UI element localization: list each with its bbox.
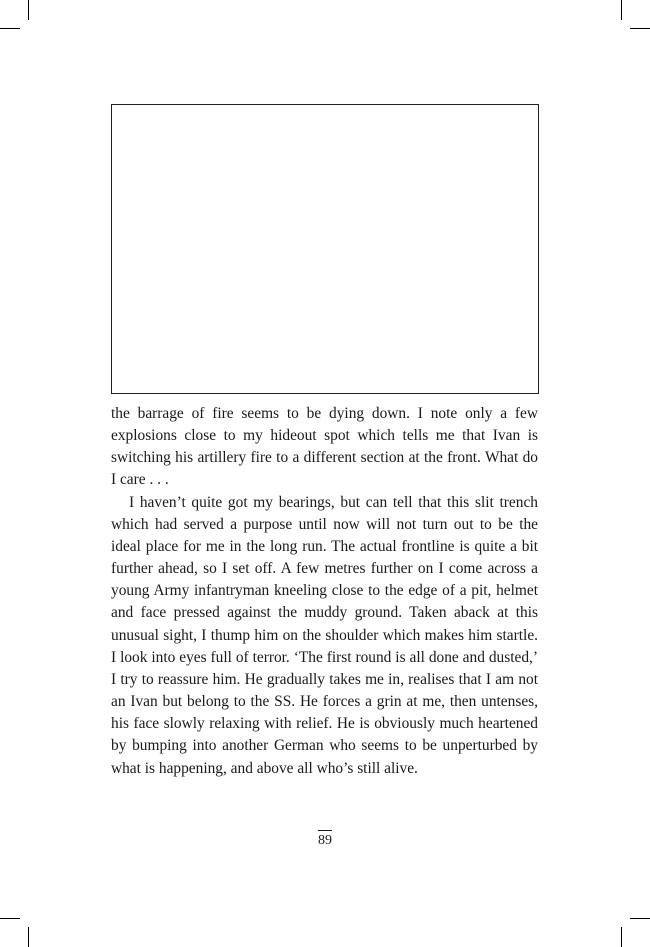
- body-text: [111, 403, 538, 780]
- crop-mark-top-right-horizontal: [630, 28, 650, 29]
- crop-mark-top-left-vertical: [28, 0, 29, 20]
- figure-placeholder-frame: [111, 104, 539, 394]
- crop-mark-top-left-horizontal: [0, 28, 20, 29]
- crop-mark-bottom-right-vertical: [621, 927, 622, 947]
- paragraph-continued: the barrage of fire seems to be dying down. I note only a few explosions close to my hideout spot which tells me that Ivan is switching his artillery fire to a different section at the front. What do I care . . .: [111, 405, 538, 489]
- page-number: [0, 830, 650, 850]
- crop-mark-bottom-left-horizontal: [0, 918, 20, 919]
- crop-mark-top-right-vertical: [621, 0, 622, 20]
- crop-mark-bottom-right-horizontal: [630, 918, 650, 919]
- crop-mark-bottom-left-vertical: [28, 927, 29, 947]
- page-number-label: 89: [318, 830, 332, 850]
- paragraph: I haven’t quite got my bearings, but can tell that this slit trench which had served a purpose until now will not turn out to be the ideal place for me in the long run. The actual frontline is quite a bit further ahead, so I set off. A few metres further on I come across a young Army infantryman kneeling close to the edge of a pit, helmet and face pressed against the muddy ground. Taken aback at this unusual sight, I thump him on the shoulder which makes him startle. I look into eyes full of terror. ‘The first round is all done and dusted,’ I try to reassure him. He gradually takes me in, realises that I am not an Ivan but belong to the SS. He forces a grin at me, then untenses, his face slowly relaxing with relief. He is obviously much heartened by bumping into another German who seems to be unperturbed by what is happening, and above all who’s still alive.: [111, 493, 538, 777]
